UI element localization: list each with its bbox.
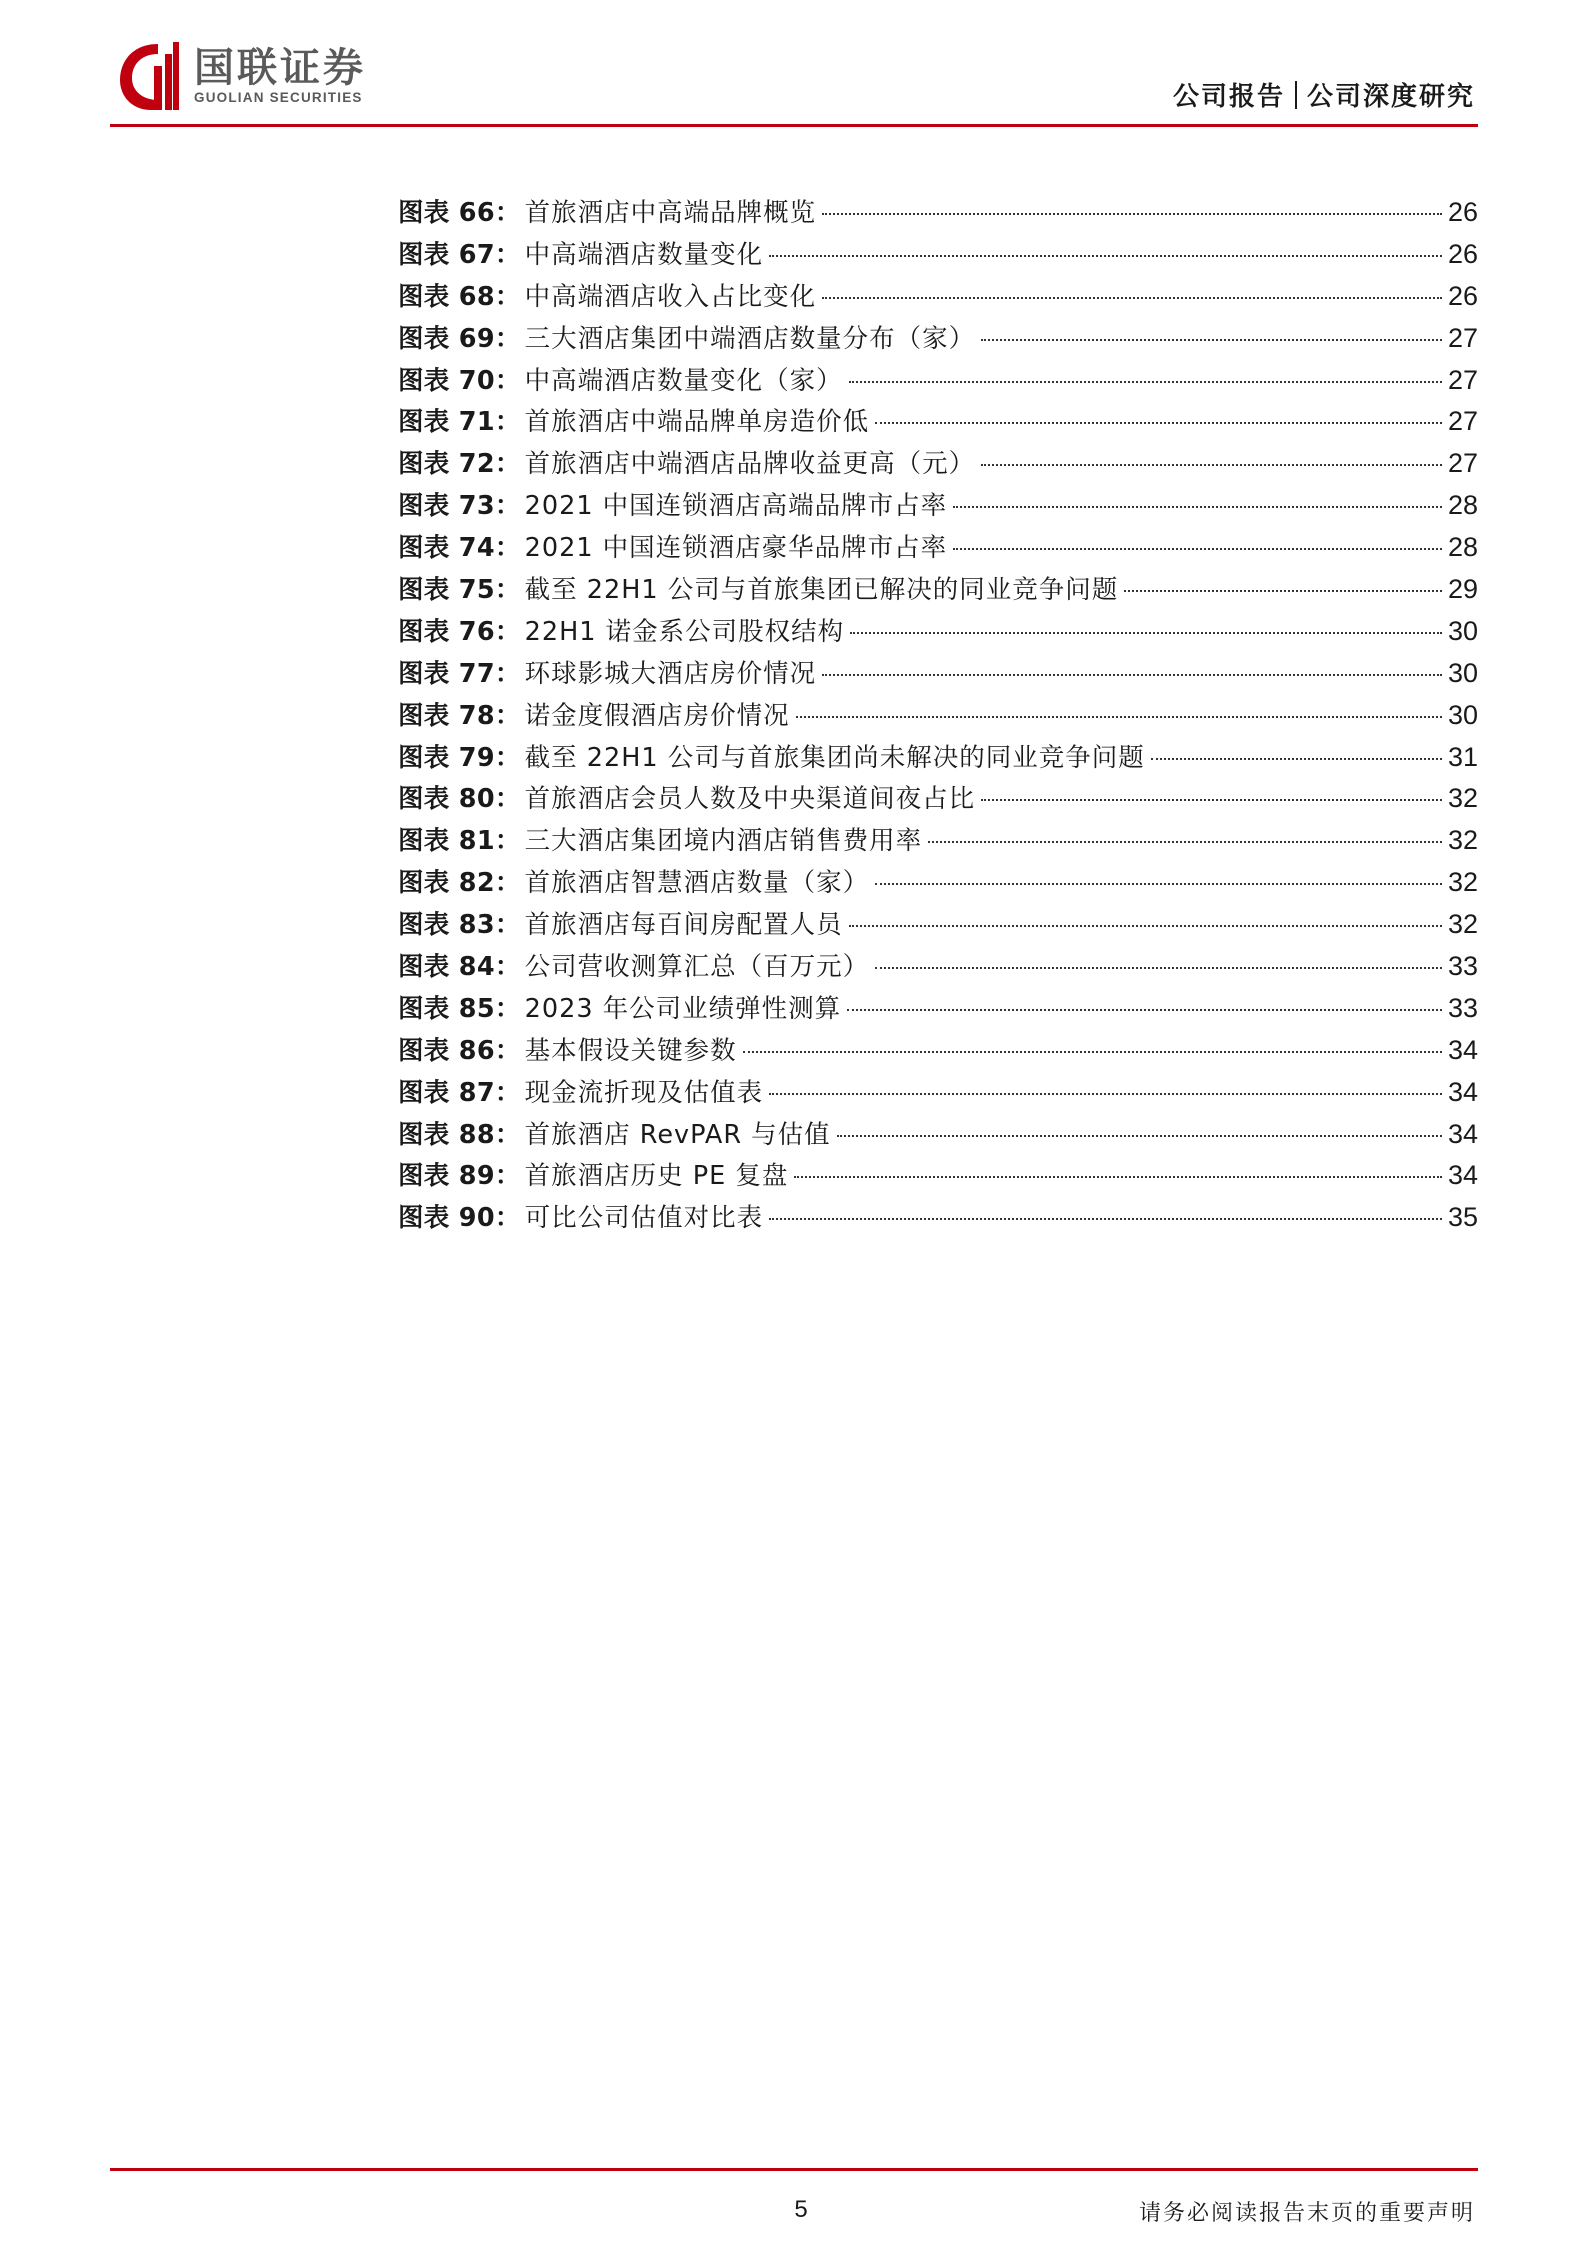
toc-entry[interactable] (398, 737, 1478, 779)
toc-entry[interactable] (398, 1197, 1478, 1239)
toc-dot-leader (743, 1051, 1442, 1053)
toc-dot-leader (849, 381, 1442, 383)
toc-dot-leader (794, 1176, 1442, 1178)
report-type-divider (1295, 81, 1297, 109)
toc-entry-page: 35 (1447, 1202, 1478, 1233)
toc-entry-page: 33 (1447, 992, 1478, 1023)
page-number: 5 (794, 2196, 808, 2223)
report-type-right: 公司深度研究 (1306, 82, 1475, 112)
toc-entry-label: 图表 77： (398, 658, 521, 689)
guolian-logo-icon (118, 40, 180, 112)
toc-entry-page: 28 (1447, 532, 1478, 563)
toc-dot-leader (875, 422, 1442, 424)
toc-entry-title: 2023 年公司业绩弹性测算 (524, 993, 842, 1024)
toc-dot-leader (981, 339, 1442, 341)
toc-entry-label: 图表 75： (398, 575, 521, 606)
toc-dot-leader (850, 632, 1442, 634)
toc-entry-page: 30 (1447, 657, 1478, 688)
toc-dot-leader (1124, 590, 1442, 592)
toc-entry-label: 图表 84： (398, 952, 521, 983)
toc-entry[interactable] (398, 1155, 1478, 1197)
toc-entry-label: 图表 73： (398, 491, 521, 522)
toc-entry-label: 图表 78： (398, 700, 521, 731)
toc-entry-title: 首旅酒店中端品牌单房造价低 (524, 407, 870, 438)
toc-entry-page: 27 (1447, 448, 1478, 479)
toc-entry-title: 公司营收测算汇总（百万元） (524, 952, 870, 983)
toc-entry[interactable] (398, 820, 1478, 862)
toc-entry-label: 图表 66： (398, 198, 521, 228)
toc-entry-page: 34 (1447, 1118, 1478, 1149)
toc-entry-label: 图表 71： (398, 407, 521, 438)
toc-entry-label: 图表 82： (398, 868, 521, 899)
toc-dot-leader (796, 716, 1442, 718)
toc-entry-page: 31 (1447, 741, 1478, 772)
toc-entry-label: 图表 67： (398, 239, 521, 270)
toc-entry-label: 图表 85： (398, 993, 521, 1024)
toc-entry[interactable] (398, 360, 1478, 402)
toc-entry-page: 26 (1447, 238, 1478, 269)
toc-dot-leader (769, 1093, 1442, 1095)
toc-entry-title: 诺金度假酒店房价情况 (524, 700, 790, 731)
toc-entry[interactable] (398, 695, 1478, 737)
toc-entry-label: 图表 69： (398, 323, 521, 354)
toc-entry-label: 图表 70： (398, 365, 521, 396)
toc-entry-label: 图表 83： (398, 910, 521, 941)
toc-entry-page: 27 (1447, 406, 1478, 437)
toc-entry[interactable] (398, 485, 1478, 527)
toc-dot-leader (837, 1135, 1442, 1137)
toc-entry-label: 图表 87： (398, 1077, 521, 1108)
toc-dot-leader (875, 883, 1442, 885)
toc-entry-label: 图表 72： (398, 449, 521, 480)
toc-entry-title: 22H1 诺金系公司股权结构 (524, 616, 845, 647)
toc-entry-page: 34 (1447, 1076, 1478, 1107)
toc-dot-leader (847, 1009, 1442, 1011)
toc-entry-page: 29 (1447, 574, 1478, 605)
toc-entry-label: 图表 88： (398, 1119, 521, 1150)
toc-entry-page: 32 (1447, 867, 1478, 898)
toc-entry-page: 32 (1447, 909, 1478, 940)
toc-dot-leader (822, 674, 1442, 676)
toc-entry-title: 首旅酒店每百间房配置人员 (524, 910, 843, 941)
toc-entry[interactable] (398, 192, 1478, 234)
brand-name-en: GUOLIAN SECURITIES (194, 90, 363, 105)
toc-entry-title: 现金流折现及估值表 (524, 1077, 764, 1108)
toc-dot-leader (953, 506, 1442, 508)
toc-entry[interactable] (398, 778, 1478, 820)
toc-entry[interactable] (398, 401, 1478, 443)
toc-entry[interactable] (398, 527, 1478, 569)
toc-entry-title: 首旅酒店中高端品牌概览 (524, 198, 817, 228)
toc-dot-leader (769, 1218, 1442, 1220)
toc-entry-page: 26 (1447, 280, 1478, 311)
toc-entry-title: 可比公司估值对比表 (524, 1203, 764, 1234)
toc-entry[interactable] (398, 234, 1478, 276)
toc-entry-page: 30 (1447, 699, 1478, 730)
toc-entry[interactable] (398, 1030, 1478, 1072)
toc-entry-label: 图表 90： (398, 1203, 521, 1234)
toc-dot-leader (953, 548, 1442, 550)
page-header (0, 0, 1587, 130)
toc-entry[interactable] (398, 276, 1478, 318)
toc-entry-page: 32 (1447, 783, 1478, 814)
toc-entry-title: 中高端酒店数量变化 (524, 239, 764, 270)
toc-entry-label: 图表 89： (398, 1161, 521, 1192)
toc-entry-title: 首旅酒店 RevPAR 与估值 (524, 1119, 831, 1150)
toc-entry-label: 图表 74： (398, 533, 521, 564)
toc-entry-title: 三大酒店集团境内酒店销售费用率 (524, 826, 923, 857)
toc-entry[interactable] (398, 443, 1478, 485)
toc-entry-page: 27 (1447, 364, 1478, 395)
figure-list (398, 192, 1478, 1239)
toc-entry-label: 图表 86： (398, 1035, 521, 1066)
toc-dot-leader (822, 297, 1442, 299)
header-rule (110, 124, 1478, 127)
report-type (1173, 76, 1475, 113)
toc-entry-title: 截至 22H1 公司与首旅集团尚未解决的同业竞争问题 (524, 742, 1145, 773)
toc-entry-title: 2021 中国连锁酒店高端品牌市占率 (524, 491, 948, 522)
toc-entry-title: 首旅酒店历史 PE 复盘 (524, 1161, 789, 1192)
toc-entry-page: 28 (1447, 490, 1478, 521)
toc-entry-page: 33 (1447, 951, 1478, 982)
toc-entry[interactable] (398, 318, 1478, 360)
toc-entry-title: 中高端酒店收入占比变化 (524, 281, 817, 312)
toc-entry-label: 图表 68： (398, 281, 521, 312)
toc-entry-page: 27 (1447, 322, 1478, 353)
toc-entry-title: 中高端酒店数量变化（家） (524, 365, 843, 396)
toc-dot-leader (1151, 758, 1442, 760)
footer-rule (110, 2168, 1478, 2171)
toc-entry[interactable] (398, 862, 1478, 904)
toc-entry-title: 首旅酒店会员人数及中央渠道间夜占比 (524, 784, 976, 815)
toc-entry-label: 图表 81： (398, 826, 521, 857)
footer-disclaimer: 请务必阅读报告末页的重要声明 (1138, 2201, 1475, 2226)
toc-entry-title: 截至 22H1 公司与首旅集团已解决的同业竞争问题 (524, 575, 1119, 606)
toc-dot-leader (849, 925, 1442, 927)
toc-entry[interactable] (398, 988, 1478, 1030)
toc-entry[interactable] (398, 653, 1478, 695)
toc-entry-title: 三大酒店集团中端酒店数量分布（家） (524, 323, 976, 354)
toc-entry-page: 30 (1447, 615, 1478, 646)
toc-entry[interactable] (398, 569, 1478, 611)
toc-entry-page: 32 (1447, 825, 1478, 856)
toc-entry-title: 首旅酒店中端酒店品牌收益更高（元） (524, 449, 976, 480)
toc-dot-leader (875, 967, 1442, 969)
toc-entry[interactable] (398, 946, 1478, 988)
toc-entry-page: 26 (1447, 197, 1478, 227)
toc-entry-page: 34 (1447, 1160, 1478, 1191)
toc-entry-label: 图表 76： (398, 616, 521, 647)
toc-dot-leader (928, 841, 1442, 843)
toc-entry-title: 首旅酒店智慧酒店数量（家） (524, 868, 870, 899)
toc-dot-leader (981, 799, 1442, 801)
toc-entry-title: 基本假设关键参数 (524, 1035, 737, 1066)
toc-entry-label: 图表 79： (398, 742, 521, 773)
toc-dot-leader (822, 213, 1442, 215)
brand-name-cn: 国联证券 (194, 45, 366, 91)
toc-entry[interactable] (398, 904, 1478, 946)
report-type-left: 公司报告 (1172, 82, 1285, 112)
toc-entry[interactable] (398, 1114, 1478, 1156)
toc-dot-leader (981, 464, 1442, 466)
toc-entry-title: 2021 中国连锁酒店豪华品牌市占率 (524, 533, 948, 564)
toc-dot-leader (769, 255, 1442, 257)
toc-entry[interactable] (398, 611, 1478, 653)
company-logo (118, 40, 366, 112)
toc-entry-label: 图表 80： (398, 784, 521, 815)
toc-entry-title: 环球影城大酒店房价情况 (524, 658, 817, 689)
toc-entry[interactable] (398, 1072, 1478, 1114)
toc-entry-page: 34 (1447, 1034, 1478, 1065)
